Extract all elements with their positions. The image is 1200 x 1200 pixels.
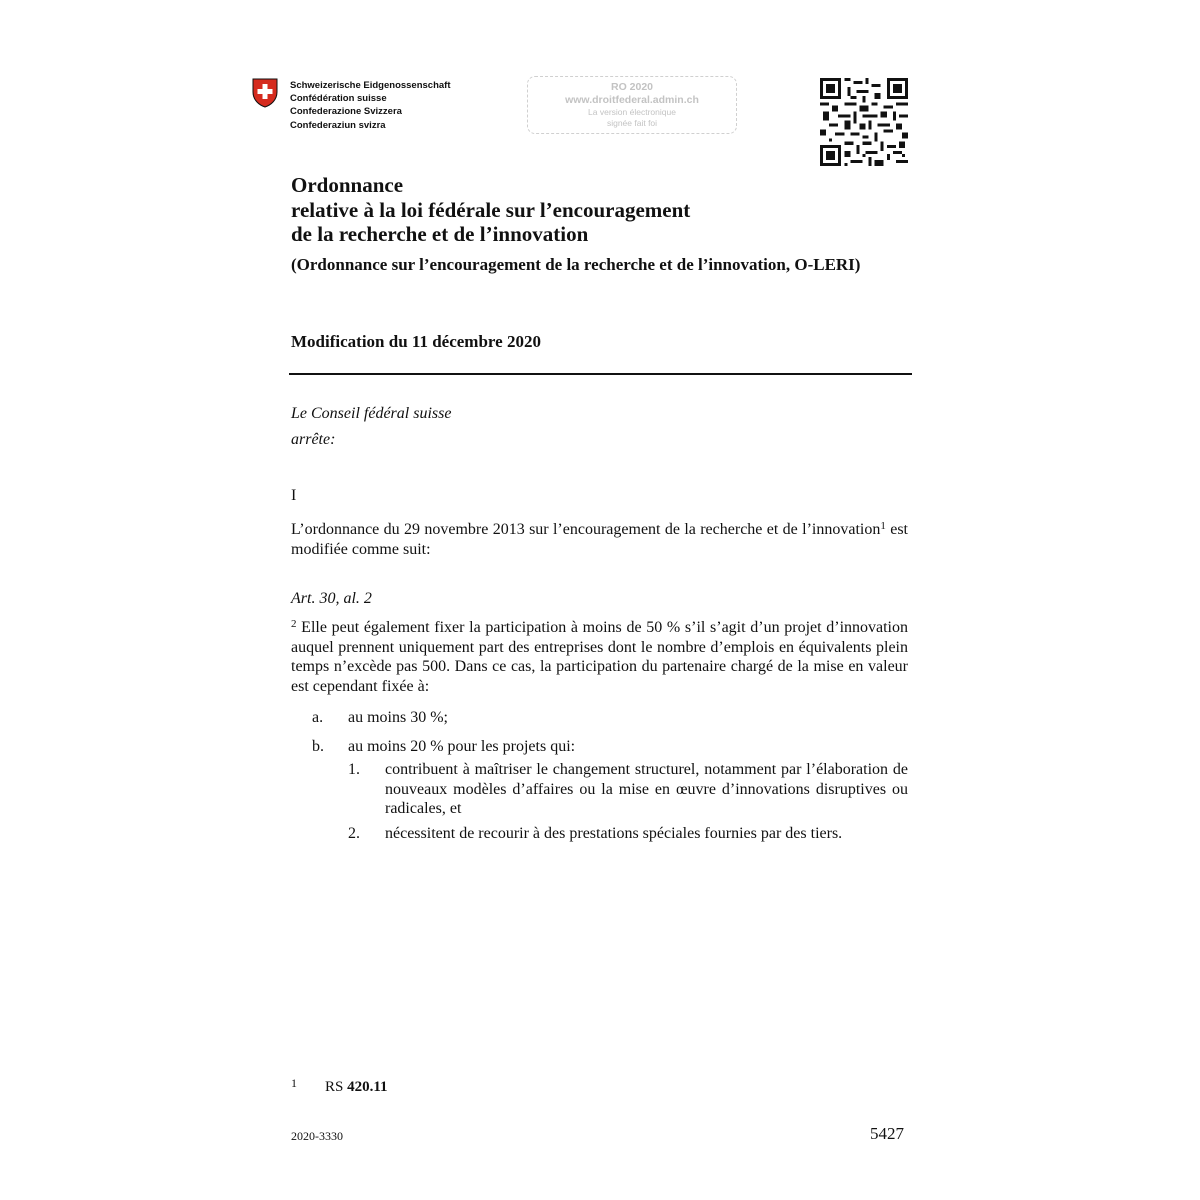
intro-text: L’ordonnance du 29 novembre 2013 sur l’encouragement de la recherche et de l’innovation [291, 521, 881, 538]
footnote-number: 1 [291, 1076, 297, 1090]
section-number: I [291, 487, 297, 504]
agency-line: Confederazione Svizzera [290, 106, 402, 118]
page-number: 5427 [870, 1124, 904, 1143]
sublist-label: 1. [348, 761, 360, 778]
footnote-ref[interactable]: 1 [880, 520, 886, 532]
authority: Le Conseil fédéral suisse [291, 405, 452, 422]
modification-date: Modification du 11 décembre 2020 [291, 332, 541, 351]
stamp-line: RO 2020 [610, 81, 654, 93]
article-paragraph [291, 618, 908, 696]
list-item: au moins 20 % pour les projets qui: [348, 738, 576, 755]
short-title: (Ordonnance sur l’encouragement de la recherche et de l’innovation, O-LERI) [291, 255, 861, 274]
sublist-label: 2. [348, 825, 360, 842]
title-line: de la recherche et de l’innovation [291, 222, 589, 246]
publication-stamp [527, 76, 737, 134]
stamp-url[interactable]: www.droitfederal.admin.ch [565, 94, 699, 106]
intro-text: est modifiée comme suit: [291, 521, 908, 558]
paragraph-number: 2 [291, 618, 297, 630]
divider [289, 373, 912, 375]
agency-names [290, 79, 451, 132]
intro-paragraph [291, 520, 908, 559]
footnote-text [325, 1079, 388, 1096]
sublist-item: nécessitent de recourir à des prestations spéciales fournies par des tiers. [385, 825, 843, 842]
footnote-prefix: RS [325, 1079, 348, 1095]
stamp-line: La version électronique [588, 107, 676, 117]
footnote-reference[interactable]: 420.11 [347, 1079, 388, 1095]
swiss-coat-of-arms-icon [252, 78, 278, 108]
enacting-verb: arrête: [291, 431, 336, 448]
stamp-line: signée fait foi [606, 118, 658, 128]
paragraph-text: Elle peut également fixer la participation à moins de 50 % s’il s’agit d’un projet d’innovation auquel prennent uniquement part des entreprises dont le nombre d’emplois en équivalents plein temps n’excède pas 500. Dans ce cas, la participation du partenaire chargé de la mise en valeur est cependant fixée à: [291, 619, 908, 695]
agency-line: Confédération suisse [290, 93, 387, 105]
page-title [291, 173, 690, 247]
list-label: a. [312, 709, 324, 726]
list-item: au moins 30 %; [348, 709, 448, 726]
title-line: Ordonnance [291, 173, 404, 197]
agency-line: Confederaziun svizra [290, 119, 386, 131]
document-id: 2020-3330 [291, 1129, 343, 1143]
list-label: b. [312, 738, 324, 755]
sublist-item: contribuent à maîtriser le changement structurel, notamment par l’élaboration de nouveaux modèles d’affaires ou la mise en œuvre d’innovations disruptives ou radicales, et [385, 761, 908, 817]
qr-code-icon [820, 78, 908, 166]
agency-line: Schweizerische Eidgenossenschaft [290, 80, 451, 91]
article-heading: Art. 30, al. 2 [291, 590, 372, 607]
title-line: relative à la loi fédérale sur l’encouragement [291, 197, 691, 222]
